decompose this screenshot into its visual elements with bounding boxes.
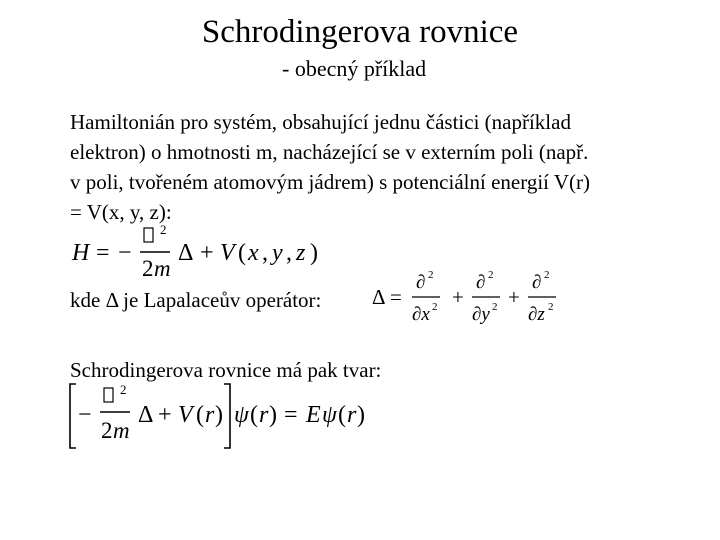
svg-text:(: ( xyxy=(238,240,246,266)
svg-text:m: m xyxy=(113,418,130,443)
svg-text:Δ: Δ xyxy=(138,402,154,428)
svg-text:ψ: ψ xyxy=(234,402,249,428)
intro-line-4: = V(x, y, z): xyxy=(70,200,172,224)
svg-text:y: y xyxy=(272,240,283,266)
svg-text:+: + xyxy=(508,285,520,309)
svg-text:V: V xyxy=(178,402,193,428)
svg-text:∂x: ∂x xyxy=(412,304,430,325)
svg-text:2: 2 xyxy=(120,382,127,397)
svg-text:): ) xyxy=(269,402,277,428)
schrodinger-label: Schrodingerova rovnice má pak tvar: xyxy=(70,358,382,382)
svg-text:2: 2 xyxy=(492,301,498,313)
svg-text:−: − xyxy=(118,240,132,266)
svg-text:Δ: Δ xyxy=(178,240,194,266)
svg-text:2: 2 xyxy=(160,222,167,237)
svg-text:z: z xyxy=(296,240,306,266)
intro-line-3: v poli, tvořeném atomovým jádrem) s potenciální energií V(r) xyxy=(70,170,591,194)
svg-text:H: H xyxy=(72,240,90,266)
svg-text:): ) xyxy=(215,402,223,428)
svg-text:=: = xyxy=(96,240,110,266)
svg-text:2: 2 xyxy=(142,256,154,281)
svg-text:(: ( xyxy=(250,402,258,428)
svg-text:,: , xyxy=(286,240,292,266)
intro-line-2: elektron) o hmotnosti m, nacházející se v externím poli (např. xyxy=(70,140,589,164)
svg-text:∂z: ∂z xyxy=(528,304,545,325)
intro-paragraph xyxy=(70,107,700,227)
svg-text:x: x xyxy=(248,240,259,266)
svg-text:−: − xyxy=(78,402,92,428)
svg-text:2: 2 xyxy=(544,269,550,281)
svg-text:r: r xyxy=(205,402,215,428)
svg-text:): ) xyxy=(357,402,365,428)
svg-text:,: , xyxy=(262,240,268,266)
svg-text:2: 2 xyxy=(488,269,494,281)
schrodinger-equation xyxy=(68,380,388,452)
svg-text:E: E xyxy=(306,402,321,428)
hamiltonian-equation xyxy=(70,220,340,282)
svg-text:V: V xyxy=(220,240,235,266)
slide-subtitle: - obecný příklad xyxy=(282,56,427,81)
intro-line-1: Hamiltonián pro systém, obsahující jednu částici (například xyxy=(70,110,571,134)
svg-text:Δ: Δ xyxy=(372,285,386,309)
svg-text:2: 2 xyxy=(428,269,434,281)
svg-text:m: m xyxy=(154,256,171,281)
svg-text:+: + xyxy=(200,240,214,266)
svg-text:∂: ∂ xyxy=(476,272,486,293)
svg-text:=: = xyxy=(284,402,298,428)
svg-text:=: = xyxy=(390,285,402,309)
svg-text:2: 2 xyxy=(548,301,554,313)
svg-text:∂: ∂ xyxy=(532,272,542,293)
laplace-equation xyxy=(372,268,562,328)
slide-title: Schrodingerova rovnice xyxy=(201,14,519,50)
svg-text:ψ: ψ xyxy=(322,402,337,428)
svg-text:∂: ∂ xyxy=(416,272,426,293)
svg-text:r: r xyxy=(259,402,269,428)
svg-text:r: r xyxy=(347,402,357,428)
svg-text:2: 2 xyxy=(432,301,438,313)
svg-text:(: ( xyxy=(338,402,346,428)
svg-text:(: ( xyxy=(196,402,204,428)
laplace-label: kde Δ je Lapalaceův operátor: xyxy=(70,288,322,312)
svg-text:∂y: ∂y xyxy=(472,304,490,325)
svg-text:2: 2 xyxy=(101,418,113,443)
svg-text:+: + xyxy=(452,285,464,309)
svg-text:+: + xyxy=(158,402,172,428)
svg-text:): ) xyxy=(310,240,318,266)
